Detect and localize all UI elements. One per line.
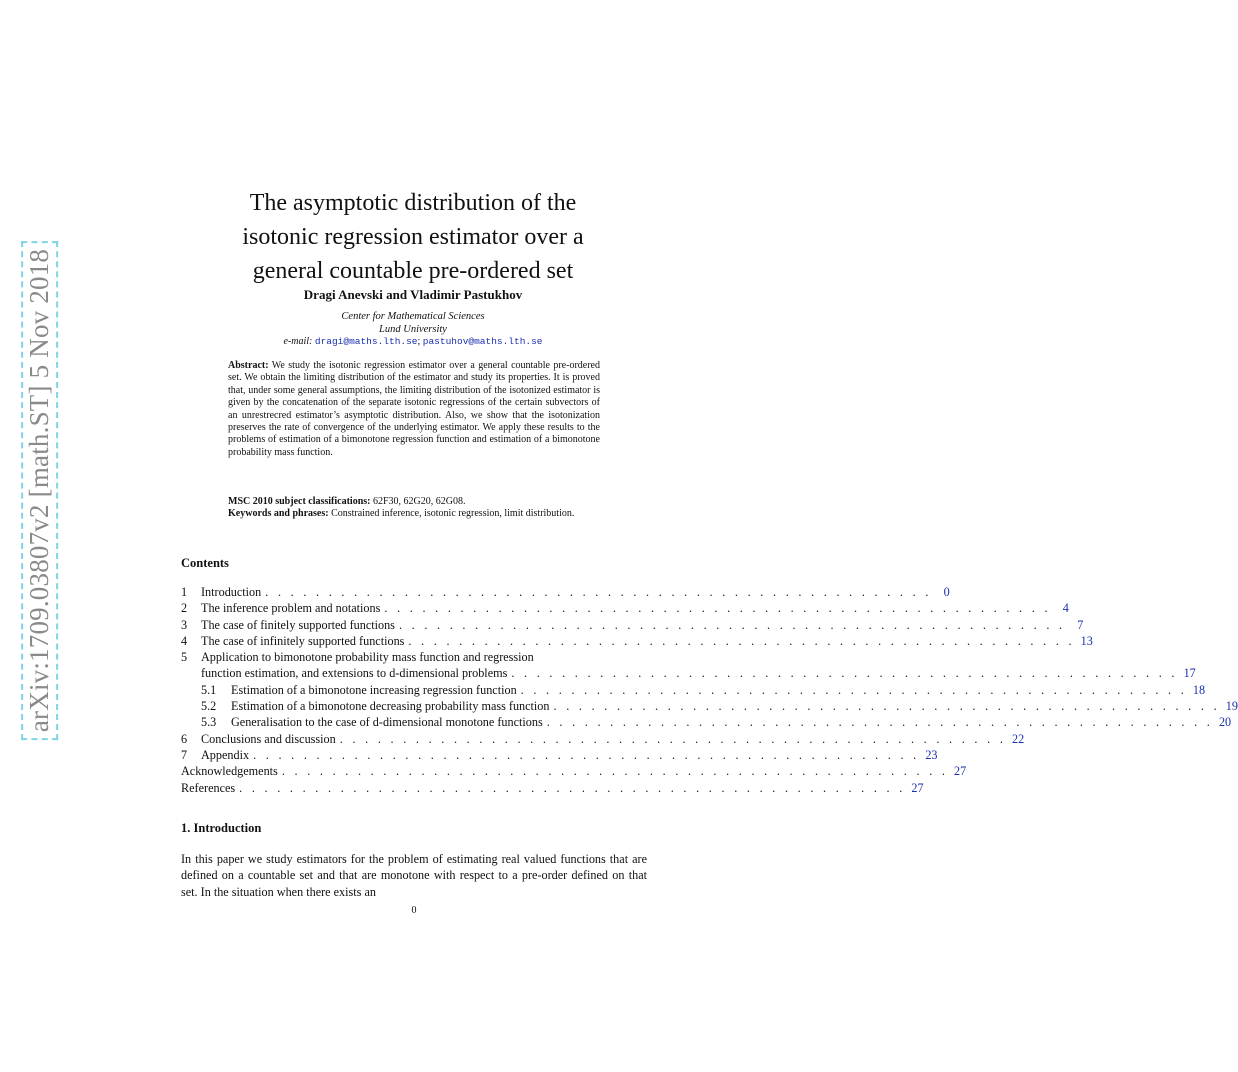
toc-page-link[interactable]: 27 (911, 780, 924, 795)
toc-title: Estimation of a bimonotone increasing regression function (231, 682, 517, 697)
toc-entry[interactable] (181, 633, 1093, 650)
toc-entry[interactable] (181, 764, 967, 780)
toc-subentry[interactable] (181, 682, 1206, 699)
toc-number: 5 (181, 650, 188, 665)
toc-page-link[interactable]: 22 (1011, 731, 1025, 746)
toc-title: Estimation of a bimonotone decreasing probability mass function (231, 699, 550, 714)
toc-title: Introduction (201, 585, 262, 599)
toc-number: 2 (181, 601, 188, 616)
affiliation-center: Center for Mathematical Sciences (341, 311, 485, 322)
toc-subentry[interactable] (181, 699, 1238, 715)
toc-entry[interactable] (181, 601, 1069, 617)
abstract (228, 360, 600, 459)
email-label: e-mail: (283, 336, 313, 347)
toc-number: 5.1 (201, 682, 217, 697)
abstract-label: Abstract: (228, 360, 269, 371)
toc-subentry[interactable] (181, 715, 1232, 731)
toc-title: The case of finitely supported functions (201, 617, 395, 632)
authors: Dragi Anevski and Vladimir Pastukhov (303, 287, 523, 302)
toc-page-link[interactable]: 4 (1062, 601, 1069, 616)
toc-number: 5.2 (201, 699, 217, 714)
toc-leader-dots: . . . . . . . . . . . . . . . . . . . . . . . . . . . . . . . . . . . . . . . . . . . . . . . . . . . . . (239, 780, 906, 795)
toc-title: Appendix (201, 747, 250, 762)
toc-number: 5.3 (201, 715, 217, 730)
toc-title: The case of infinitely supported functions (201, 633, 405, 648)
toc-leader-dots: . . . . . . . . . . . . . . . . . . . . . . . . . . . . . . . . . . . . . . . . . . . . . . . . . . . . . (398, 617, 1066, 632)
title-line: The asymptotic distribution of the (249, 190, 577, 216)
toc-page-link[interactable]: 17 (1183, 666, 1196, 681)
toc-entry[interactable] (181, 617, 1084, 634)
toc-page-link[interactable]: 19 (1225, 699, 1238, 714)
toc-leader-dots: . . . . . . . . . . . . . . . . . . . . . . . . . . . . . . . . . . . . . . . . . . . . . . . . . . . . . (553, 699, 1220, 714)
toc-leader-dots: . . . . . . . . . . . . . . . . . . . . . . . . . . . . . . . . . . . . . . . . . . . . . . . . . . . . . (253, 747, 920, 762)
abstract-text: We study the isotonic regression estimator over a general countable pre-ordered set. We obtain the limiting distribution of the estimator and study its properties. It is proved that, under some general assumptions, the limiting distribution of the isotonized estimator is given by the concatenation of the separate isotonic regressions of the certain subvectors of an unrestrecred estimator’s asymptotic distribution. Also, we show that the isotonization preserves the rate of convergence of the underlying estimator. We apply these results to the problems of estimation of a bimonotone regression function and estimation of a bimonotone probability mass function. (228, 360, 600, 458)
email-line (180, 336, 646, 347)
toc-title: Generalisation to the case of d-dimensional monotone functions (231, 715, 543, 730)
arxiv-side-stamp (18, 240, 62, 740)
title-line: isotonic regression estimator over a (242, 224, 584, 250)
section-heading-introduction: 1. Introduction (181, 821, 262, 835)
table-of-contents (181, 585, 1238, 797)
toc-page-link[interactable]: 27 (954, 764, 967, 779)
toc-entry[interactable] (181, 585, 950, 601)
toc-entry[interactable] (181, 650, 647, 666)
toc-title: The inference problem and notations (201, 601, 381, 616)
toc-entry[interactable] (181, 747, 938, 764)
page-number: 0 (411, 905, 417, 916)
msc-codes: 62F30, 62G20, 62G08. (373, 496, 466, 507)
toc-page-link[interactable]: 7 (1077, 617, 1084, 632)
toc-number: 3 (181, 617, 188, 632)
toc-page-link[interactable]: 18 (1192, 682, 1206, 697)
msc-line (228, 496, 600, 508)
toc-number: 1 (181, 585, 188, 599)
email-link-anevski[interactable]: dragi@maths.lth.se (314, 336, 418, 347)
toc-number: 7 (181, 747, 188, 762)
toc-number: 4 (181, 633, 188, 648)
toc-title: Conclusions and discussion (201, 731, 336, 746)
msc-label: MSC 2010 subject classifications: (228, 496, 371, 507)
toc-title: function estimation, and extensions to d-dimensional problems (201, 666, 508, 681)
toc-leader-dots: . . . . . . . . . . . . . . . . . . . . . . . . . . . . . . . . . . . . . . . . . . . . . . . . . . . . . (281, 764, 949, 779)
keywords-text: Constrained inference, isotonic regression, limit distribution. (331, 508, 575, 520)
toc-page-link[interactable]: 20 (1218, 715, 1232, 730)
classification-block (228, 496, 600, 521)
toc-number: 6 (181, 731, 188, 746)
toc-entry[interactable] (181, 731, 1025, 748)
affiliation (180, 310, 646, 336)
toc-entry-continuation[interactable] (181, 666, 1196, 682)
keywords-label: Keywords and phrases: (228, 508, 329, 520)
toc-leader-dots: . . . . . . . . . . . . . . . . . . . . . . . . . . . . . . . . . . . . . . . . . . . . . . . . . . . . . (339, 731, 1007, 746)
toc-leader-dots: . . . . . . . . . . . . . . . . . . . . . . . . . . . . . . . . . . . . . . . . . . . . . . . . . . . . . (511, 666, 1178, 681)
toc-page-link[interactable]: 0 (943, 585, 950, 599)
contents-heading: Contents (181, 556, 229, 570)
toc-leader-dots: . . . . . . . . . . . . . . . . . . . . . . . . . . . . . . . . . . . . . . . . . . . . . . . . . . . . . (408, 633, 1075, 648)
paper-title (180, 186, 646, 288)
toc-leader-dots: . . . . . . . . . . . . . . . . . . . . . . . . . . . . . . . . . . . . . . . . . . . . . . . . . . . . . (546, 715, 1214, 730)
email-link-pastukhov[interactable]: pastuhov@maths.lth.se (422, 336, 543, 347)
email-separator: ; (417, 336, 421, 347)
title-line: general countable pre-ordered set (252, 258, 574, 284)
keywords-line (228, 508, 600, 520)
toc-page-link[interactable]: 23 (925, 747, 938, 762)
arxiv-identifier: arXiv:1709.03807v2 [math.ST] 5 Nov 2018 (22, 240, 59, 739)
toc-leader-dots: . . . . . . . . . . . . . . . . . . . . . . . . . . . . . . . . . . . . . . . . . . . . . . . . . . . . . (265, 585, 932, 599)
toc-title: Acknowledgements (181, 764, 278, 779)
toc-entry[interactable] (181, 780, 924, 797)
toc-page-link[interactable]: 13 (1080, 633, 1093, 648)
toc-leader-dots: . . . . . . . . . . . . . . . . . . . . . . . . . . . . . . . . . . . . . . . . . . . . . . . . . . . . . (520, 682, 1188, 697)
affiliation-university: Lund University (379, 324, 447, 335)
introduction-paragraph: In this paper we study estimators for the problem of estimating real valued functions that are defined on a countable set and that are monotone with respect to a pre-order defined on that set. In the situation when there exists an (181, 852, 647, 899)
toc-title: Application to bimonotone probability mass function and regression (201, 650, 534, 665)
toc-title: References (181, 780, 236, 795)
toc-leader-dots: . . . . . . . . . . . . . . . . . . . . . . . . . . . . . . . . . . . . . . . . . . . . . . . . . . . . . (384, 601, 1051, 616)
